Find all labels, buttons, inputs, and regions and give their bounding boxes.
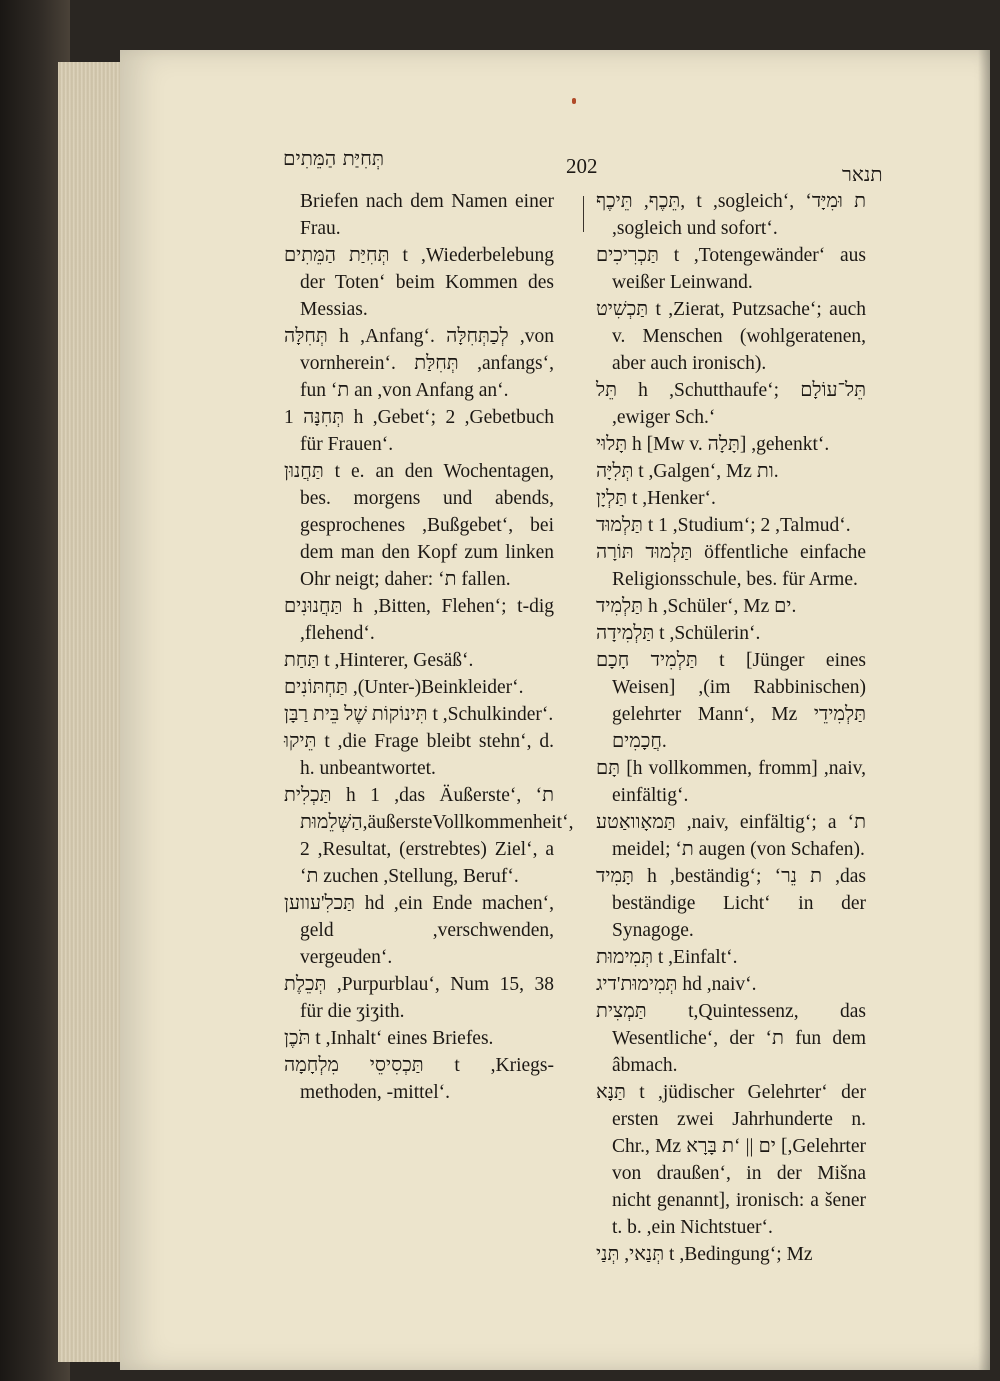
dictionary-entry: תְּכֵלֶת ,Purpurblau‘, Num 15, 38 für die ʒiʒith. bbox=[284, 974, 554, 1022]
column-divider bbox=[583, 196, 584, 232]
red-mark bbox=[572, 98, 576, 104]
dictionary-entry: תְּחִנָּה 1 h ,Gebet‘; 2 ,Gebetbuch für Frauen‘. bbox=[284, 407, 554, 455]
dictionary-entry: תֵּכֶף, תֵּיכֶף, t ,sogleich‘, ‘ת וּמִיָּד ,sogleich und sofort‘. bbox=[596, 191, 867, 239]
dictionary-entry: תַּחְתּוֹנִים ,(Unter-)Beinkleider‘. bbox=[284, 677, 524, 698]
dictionary-entry: תְּחִיַּת הַמֵּתִים t ,Wiederbelebung der Toten‘ beim Kommen des Messias. bbox=[284, 245, 554, 320]
running-head-left: תְּחִיַּת הַמֵּתִים bbox=[283, 146, 385, 170]
dictionary-entry: תַּכְסִיסֵי מִלְחָמָה t ,Kriegs-methoden, -mittel‘. bbox=[284, 1055, 554, 1103]
page-number: 202 bbox=[566, 154, 598, 178]
dictionary-entry: תְּנַאי, תְּנַי t ,Bedingung‘; Mz bbox=[596, 1244, 813, 1265]
dictionary-entry: תַּלְמוּד t 1 ,Studium‘; 2 ,Talmud‘. bbox=[596, 515, 851, 536]
dictionary-entry: תֵּל h ,Schutthaufe‘; תֵּל־עוֹלָם ,ewiger Sch.‘ bbox=[596, 380, 866, 428]
dictionary-entry: תִּינוֹקוֹת שֶׁל בֵּית רַבָּן t ,Schulkinder‘. bbox=[284, 704, 554, 725]
dictionary-entry: תְּמִימוּת t ,Einfalt‘. bbox=[596, 947, 738, 968]
dictionary-entry: תַּחֲנוּן t e. an den Wochentagen, bes. morgens und abends, gesprochenes ,Bußgebet‘, bei dem man den Kopf zum linken Ohr neigt; daher: ‘ת fallen. bbox=[284, 461, 554, 590]
dictionary-entry: תַּכְלִית h 1 ,das Äußerste‘, ‘ת הַשְּׁלֵמוּת,äußersteVollkommenheit‘, 2 ,Resultat, (erstrebtes) Ziel‘, a ‘ת zuchen ,Stellung, Beruf‘. bbox=[284, 785, 574, 887]
dictionary-entry: תַּלְמִידָה t ,Schülerin‘. bbox=[596, 623, 761, 644]
dictionary-entry: תְּחִלָּה h ,Anfang‘. לְכַתְּחִלָּה ,von vornherein‘. תְּחִלַּת ,anfangs‘, fun ‘ת an ,von Anfang an‘. bbox=[284, 326, 554, 401]
dictionary-entry: תַּכלִ'עווען hd ,ein Ende machen‘, geld ,verschwenden, vergeuden‘. bbox=[284, 893, 554, 968]
dictionary-entry: תַּלְיָן t ,Henker‘. bbox=[596, 488, 716, 509]
dictionary-entry: תְּלִיָּה t ,Galgen‘, Mz ות. bbox=[596, 461, 779, 482]
dictionary-entry: תֵּיקוּ t ,die Frage bleibt stehn‘, d. h. unbeantwortet. bbox=[284, 731, 554, 779]
dictionary-entry: תַּחַת t ,Hinterer, Gesäß‘. bbox=[284, 650, 474, 671]
dictionary-entry: תָּלוּי h [Mw v. תָּלָה] ,gehenkt‘. bbox=[596, 434, 830, 455]
left-column bbox=[284, 188, 574, 1106]
dictionary-entry: תַּכְרִיכִים t ,Totengewänder‘ aus weißer Leinwand. bbox=[596, 245, 866, 293]
dictionary-entry: תַּכְשִׁיט t ,Zierat, Putzsache‘; auch v. Menschen (wohlgeratenen, aber auch ironisch). bbox=[596, 299, 866, 374]
dictionary-entry: תַּלְמוּד תּוֹרָה öffentliche einfache Religionsschule, bes. für Arme. bbox=[596, 542, 866, 590]
dictionary-entry: תַּלְמִיד h ,Schüler‘, Mz ים. bbox=[596, 596, 797, 617]
dictionary-entry: תַּמְצִית t,Quintessenz, das Wesentliche‘, der ‘ת fun dem âbmach. bbox=[596, 1001, 866, 1076]
dictionary-entry: תֹּכֶן t ,Inhalt‘ eines Briefes. bbox=[284, 1028, 494, 1049]
page-edges bbox=[58, 62, 128, 1362]
running-head-right: תנאר bbox=[842, 162, 883, 186]
dictionary-entry: תָּם [h vollkommen, fromm] ,naiv, einfältig‘. bbox=[596, 758, 866, 806]
dictionary-entry: תַּלְמִיד חָכָם t [Jünger eines Weisen] ,(im Rabbinischen) gelehrter Mann‘, Mz תַּלְמִידֵי חֲכָמִים. bbox=[596, 650, 866, 752]
dictionary-entry: תְּמִימוּת'דיג hd ,naiv‘. bbox=[596, 974, 757, 995]
right-column bbox=[596, 188, 866, 1268]
dictionary-entry: Briefen nach dem Namen einer Frau. bbox=[300, 191, 554, 239]
dictionary-entry: תַּחֲנוּנִים h ,Bitten, Flehen‘; t-dig ,flehend‘. bbox=[284, 596, 554, 644]
dictionary-entry: תַּמאָוואַטע ,naiv, einfältig‘; a ‘ת meidel; ‘ת augen (von Schafen). bbox=[596, 812, 866, 860]
dictionary-entry: תָּמִיד h ,beständig‘; ‘ת נֵר ,das beständige Licht‘ in der Synagoge. bbox=[596, 866, 867, 941]
dictionary-entry: תַּנָּא t ,jüdischer Gelehrter‘ der ersten zwei Jahrhunderte n. Chr., Mz ים || ‘ת בָּרָא [,Gelehrter von draußen‘, in der Mišna nicht genannt], ironisch: a šener t. b. ,ein Nichtstuer‘. bbox=[596, 1082, 867, 1238]
page-shadow bbox=[978, 50, 990, 1370]
